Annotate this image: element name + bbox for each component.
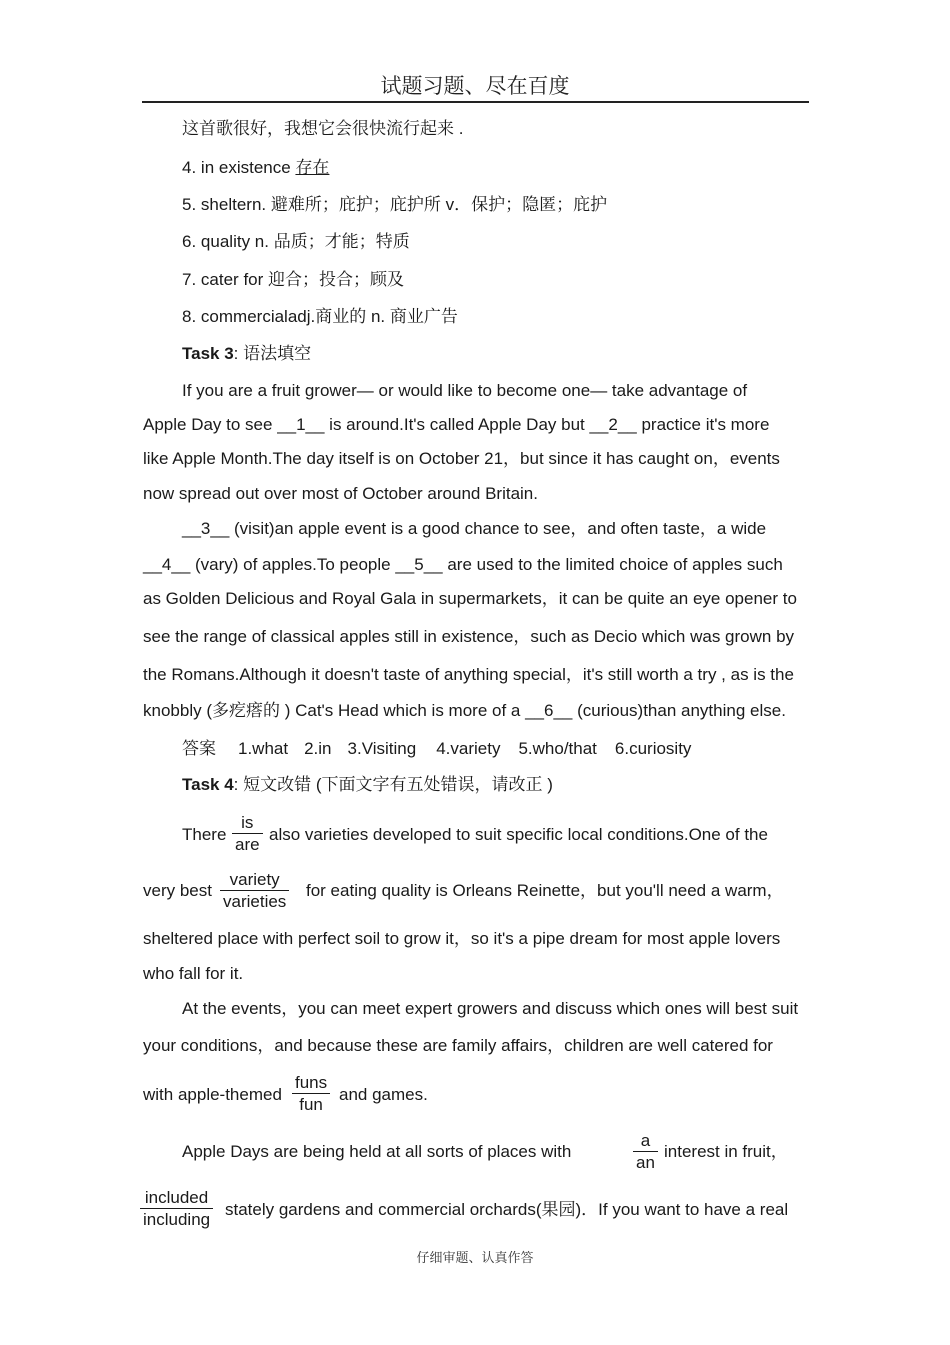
vocab-item: 4. in existence 存在 bbox=[182, 158, 330, 177]
correction-is-are: is are bbox=[232, 812, 263, 855]
vocab-meaning: 存在 bbox=[295, 158, 330, 177]
task4-line: who fall for it. bbox=[143, 964, 244, 983]
page-footer: 仔细审题、认真作答 bbox=[416, 1250, 534, 1265]
vocab-item: 6. quality n. 品质；才能；特质 bbox=[182, 232, 410, 251]
task3-line: like Apple Month.The day itself is on October 21，but since it has caught on，events bbox=[143, 449, 780, 468]
task4-line: very best bbox=[143, 881, 212, 900]
task4-line: your conditions，and because these are family affairs，children are well catered for bbox=[143, 1036, 773, 1055]
task4-line: for eating quality is Orleans Reinette，but you'll need a warm， bbox=[306, 881, 784, 900]
task3-answers: 答案 1.what 2.in 3.Visiting 4.variety 5.who/that 6.curiosity bbox=[182, 739, 692, 758]
correction-variety-varieties: variety varieties bbox=[220, 869, 289, 912]
header-divider bbox=[142, 101, 809, 103]
task4-line: interest in fruit， bbox=[664, 1142, 788, 1161]
vocab-item: 5. sheltern. 避难所；庇护；庇护所 v．保护；隐匿；庇护 bbox=[182, 195, 608, 214]
task3-line: __3__ (visit)an apple event is a good chance to see，and often taste，a wide bbox=[182, 519, 767, 538]
task3-heading: Task 3: 语法填空 bbox=[182, 344, 312, 363]
correction-funs-fun: funs fun bbox=[292, 1072, 330, 1115]
correction-included-including: included including bbox=[140, 1187, 213, 1230]
task4-line: and games. bbox=[339, 1085, 428, 1104]
page-header-title: 试题习题、尽在百度 bbox=[380, 74, 570, 98]
task4-line: sheltered place with perfect soil to grow it，so it's a pipe dream for most apple lovers bbox=[143, 929, 781, 948]
task3-line: as Golden Delicious and Royal Gala in supermarkets，it can be quite an eye opener to bbox=[143, 589, 797, 608]
task4-line: stately gardens and commercial orchards(果园)．If you want to have a real bbox=[225, 1200, 789, 1219]
task4-line: At the events，you can meet expert growers and discuss which ones will best suit bbox=[182, 999, 799, 1018]
task3-line: the Romans.Although it doesn't taste of anything special，it's still worth a try , as is the bbox=[143, 665, 794, 684]
task4-line: Apple Days are being held at all sorts of places with bbox=[182, 1142, 572, 1161]
task3-line: knobbly (多疙瘩的 ) Cat's Head which is more of a __6__ (curious)than anything else. bbox=[143, 701, 786, 720]
task3-line: see the range of classical apples still in existence，such as Decio which was grown by bbox=[143, 627, 795, 646]
task3-line: now spread out over most of October around Britain. bbox=[143, 484, 538, 503]
vocab-item: 8. commercialadj.商业的 n. 商业广告 bbox=[182, 307, 458, 326]
correction-a-an: $\frac{a}{an}$ bbox=[633, 1130, 658, 1173]
task4-line: There bbox=[182, 825, 227, 844]
task3-line: __4__ (vary) of apples.To people __5__ are used to the limited choice of apples such bbox=[143, 555, 783, 574]
task3-line: If you are a fruit grower— or would like to become one— take advantage of bbox=[182, 381, 748, 400]
task3-line: Apple Day to see __1__ is around.It's called Apple Day but __2__ practice it's more bbox=[143, 415, 770, 434]
task4-line: with apple-themed bbox=[143, 1085, 282, 1104]
task4-line: also varieties developed to suit specific local conditions.One of the bbox=[269, 825, 768, 844]
intro-sentence: 这首歌很好，我想它会很快流行起来 . bbox=[182, 119, 464, 138]
task4-heading: Task 4: 短文改错 (下面文字有五处错误，请改正 ) bbox=[182, 775, 553, 794]
vocab-item: 7. cater for 迎合；投合；顾及 bbox=[182, 270, 405, 289]
